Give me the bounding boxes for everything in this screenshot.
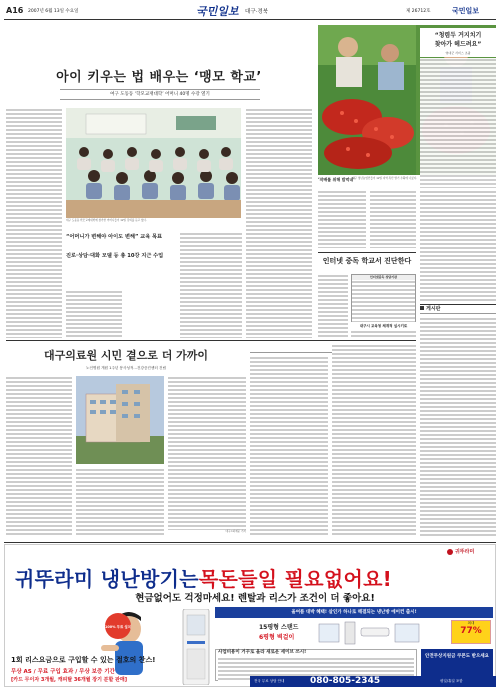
- ad-stand-label: 15평형 스탠드: [259, 624, 299, 631]
- ad-list-title: 사업비용이 거꾸로 올라 새로운 세이브 쓰시!: [218, 650, 307, 655]
- ad-banner: [4, 544, 496, 687]
- pull-quote-line-2: 진로·상담·대화 모델 등 총 10강 지근 수업: [66, 253, 164, 259]
- internet-table-title: 인터넷중독 상담기관: [352, 275, 415, 280]
- ad-price-line-1: 무상 AS / 무료 구입 효과 / 무상 보증 기간: [11, 669, 115, 675]
- ad-hotline-label: 전국 무료 상담 안내: [254, 679, 285, 683]
- article3-top-rule: [318, 252, 416, 253]
- masthead: [0, 0, 500, 20]
- section-logo: 국민일보: [196, 5, 239, 18]
- hospital-photo: [76, 376, 164, 464]
- notice-body: [420, 317, 496, 537]
- sidebar-title-line-2: 찾아가 헤드려요”: [434, 41, 482, 48]
- ad-promo-bar: [215, 607, 493, 618]
- ad-discount-value: 77%: [460, 626, 482, 636]
- main-body-col-4: [246, 108, 312, 338]
- ad-phone-bar: [250, 676, 496, 687]
- notice-bullet-icon: [420, 306, 424, 310]
- article2-body-3: [168, 376, 246, 530]
- sidebar-title-line-1: “청렴두 거지치기: [434, 32, 482, 39]
- main-headline: 아이 키우는 법 배우는 ‘맹모 학교’: [56, 70, 262, 85]
- harvest-caption-title: ‘작배롤 위해 밥먹네’: [318, 177, 355, 182]
- article3-body-2: [351, 330, 416, 338]
- sidebar-body-2: [420, 190, 496, 302]
- harvest-caption-text: 대구 청년농업인들이 12일 지역 특산 딸기 수확에 나섰다.: [352, 177, 418, 180]
- notice-title-text: 게시판: [426, 306, 441, 312]
- article3-headline: 인터넷 중독 학교서 진단한다: [322, 257, 412, 265]
- main-body-col-1: [6, 108, 62, 338]
- issue-date: 2007년 6월 13일 수요일: [28, 9, 79, 14]
- free-install-badge-text: 100% 무료 설치: [105, 624, 131, 629]
- ad-top-rule: [4, 542, 496, 543]
- sidebar-body: [420, 58, 496, 188]
- article4-body-1: [250, 356, 328, 536]
- ad-headline: [15, 563, 485, 592]
- feature-body-1: [318, 190, 366, 248]
- main-body-col-3: [180, 232, 242, 338]
- sidebar-byline: 영대군 서비스 초광: [445, 51, 471, 55]
- ad-brand-mark-icon: [447, 549, 453, 555]
- ad-price-line-2: [카드 무이자 3개월, 캐피탈 36개월 장기 분할 판매]: [11, 677, 128, 683]
- notice-title: [420, 304, 496, 314]
- internet-table-rows: [352, 280, 415, 322]
- article2-body-1: [6, 376, 72, 536]
- article2-body-2: [76, 468, 164, 536]
- article2-deck: 노인병원 개원 1주년 봉사성적…건강증진센터 건립: [86, 366, 166, 370]
- article2-headline: 대구의료원 시민 곁으로 더 가까이: [43, 349, 209, 362]
- article3-subhead: 대구시 교육청 체계적 실시키로: [359, 324, 408, 328]
- notice-board: [420, 304, 496, 539]
- free-install-badge: [105, 613, 131, 639]
- ad-discount-label: 최대: [467, 621, 475, 625]
- paper-logo: 국민일보: [452, 6, 480, 15]
- sidebar-title: [420, 28, 496, 57]
- page-number: A16: [6, 6, 24, 15]
- internet-table: [351, 274, 416, 322]
- article2-byline: 대구=최재운 기자: [225, 530, 246, 533]
- issue-number: 제 26712호: [406, 9, 431, 14]
- ad-product-icons: [315, 620, 425, 646]
- pull-quote: [66, 232, 176, 284]
- main-deck: [60, 89, 260, 100]
- ad-brand-logo: [447, 548, 474, 555]
- ad-headline-part-2: 목돈들일 필요없어요!: [198, 567, 393, 591]
- article3-body-1: [318, 274, 348, 338]
- harvest-photo: [318, 25, 416, 175]
- feature-body-2: [370, 190, 416, 248]
- ad-product-box: [215, 620, 493, 646]
- main-body-col-2: [66, 290, 122, 338]
- ad-price-headline: 1회 리스요금으로 구입할 수 있는 절호의 찬스!: [11, 656, 156, 664]
- ad-brand-text: 귀뚜라미: [455, 549, 475, 555]
- article4-body-2: [332, 344, 416, 536]
- pull-quote-line-1: “어머니가 변해야 아이도 변해” 교육 목표: [66, 234, 163, 240]
- ad-headline-part-1: 귀뚜라미 냉난방기는: [15, 567, 199, 591]
- article2-top-rule: [6, 340, 416, 341]
- ad-hours: 평일/휴일 포함: [440, 679, 463, 683]
- ad-right-box-text: 안전무상지원금 쿠폰도 받으세요: [425, 654, 489, 659]
- section-name: 대구·경북: [245, 9, 269, 15]
- ad-phone-number[interactable]: 080-805-2345: [310, 676, 381, 686]
- ad-wall-label: 6평형 벽걸이: [259, 634, 295, 641]
- ad-promo-text: 올여름 대박 혜택! 살인가 하나로 해결되는 냉난방 에어컨 출시!: [291, 610, 417, 615]
- main-deck-text: 여구 도동동 ‘학모교재대학’ 어머니 40명 수강 열기: [110, 92, 210, 97]
- ad-discount-badge: [451, 620, 491, 644]
- classroom-photo: [66, 108, 241, 218]
- masthead-rule: [4, 19, 496, 20]
- classroom-photo-caption: 대구 도동동 학모교재대학에 참가한 어머니들이 12일 강의를 듣고 있다.: [66, 219, 147, 222]
- ad-subhead: 현금없어도 걱정마세요! 렌탈과 리스가 조건이 더 좋아요!: [135, 593, 375, 604]
